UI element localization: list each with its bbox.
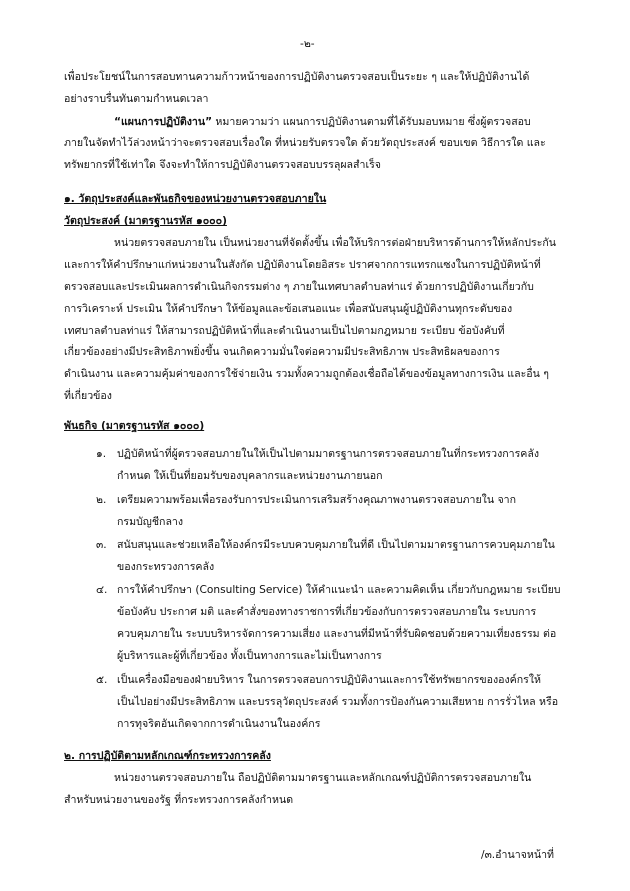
objective-line: และการให้คำปรึกษาแก่หน่วยงานในสังกัด ปฏิบัติงานโดยอิสระ ปราศจากการแทรกแซงในการปฏิบัติหน้าที่ [64,259,541,271]
definition-line-3: ทรัพยากรที่ใช้เท่าใด จึงจะทำให้การปฏิบัติงานตรวจสอบบรรลุผลสำเร็จ [64,159,381,171]
mission-item-number: ๔. [96,584,108,596]
section2-line: หน่วยงานตรวจสอบภายใน ถือปฏิบัติตามมาตรฐานและหลักเกณฑ์ปฏิบัติการตรวจสอบภายใน [114,772,532,784]
mission-item-line: การทุจริตอันเกิดจากการดำเนินงานในองค์กร [117,718,321,730]
mission-item-line: การให้คำปรึกษา (Consulting Service) ให้คำแนะนำ และความคิดเห็น เกี่ยวกับกฎหมาย ระเบียบ [117,584,561,596]
mission-item-line: กรมบัญชีกลาง [117,516,184,528]
definition-line-2: ภายในจัดทำไว้ล่วงหน้าว่าจะตรวจสอบเรื่องใด ที่หน่วยรับตรวจใด ด้วยวัตถุประสงค์ ขอบเขต วิธีการใด และ [64,137,546,149]
mission-item-line: ควบคุมภายใน ระบบบริหารจัดการความเสี่ยง และงานที่มีหน้าที่รับผิดชอบด้วยความเที่ยงธรรม ต่อ [117,628,557,640]
mission-item-number: ๑. [96,448,107,460]
objective-heading: วัตถุประสงค์ (มาตรฐานรหัส ๑๐๐๐) [64,215,227,227]
definition-term: “แผนการปฏิบัติงาน” [114,116,213,128]
objective-line: ดำเนินงาน และความคุ้มค่าของการใช้จ่ายเงิน รวมทั้งความถูกต้องเชื่อถือได้ของข้อมูลทางการเงิน และอื่น ๆ [64,368,549,380]
objective-line: ตรวจสอบและประเมินผลการดำเนินกิจกรรมต่าง ๆ ภายในเทศบาลตำบลท่าแร่ ด้วยการปฏิบัติงานเกี่ยวกับ [64,281,534,293]
mission-item-line: ของกระทรวงการคลัง [117,561,215,573]
objective-line: การวิเคราะห์ ประเมิน ให้คำปรึกษา ให้ข้อมูลและข้อเสนอแนะ เพื่อสนับสนุนผู้ปฏิบัติงานทุกระดับของ [64,303,513,315]
mission-item-line: ผู้บริหารและผู้ที่เกี่ยวข้อง ทั้งเป็นทางการและไม่เป็นทางการ [117,650,382,662]
section2-line: สำหรับหน่วยงานของรัฐ ที่กระทรวงการคลังกำหนด [64,794,294,806]
mission-item-number: ๕. [96,674,108,686]
continuation-marker: /๓.อำนาจหน้าที่ [481,849,555,861]
mission-heading: พันธกิจ (มาตรฐานรหัส ๑๐๐๐) [64,420,205,432]
definition-line-1 [114,115,531,129]
mission-item-line: สนับสนุนและช่วยเหลือให้องค์กรมีระบบควบคุมภายในที่ดี เป็นไปตามมาตรฐานการควบคุมภายใน [117,539,555,551]
page-number: -๒- [300,38,315,50]
mission-item-line: เป็นไปอย่างมีประสิทธิภาพ และบรรลุวัตถุประสงค์ รวมทั้งการป้องกันความเสียหาย การรั่วไหล หรือ [117,696,559,708]
objective-line: ที่เกี่ยวข้อง [64,390,112,402]
objective-line: เกี่ยวข้องอย่างมีประสิทธิภาพยิ่งขึ้น จนเกิดความมั่นใจต่อความมีประสิทธิภาพ ประสิทธิผลของการ [64,346,500,358]
mission-item-line: กำหนด ให้เป็นที่ยอมรับของบุคลากรและหน่วยงานภายนอก [117,470,383,482]
section1-heading: ๑. วัตถุประสงค์และพันธกิจของหน่วยงานตรวจสอบภายใน [64,193,327,205]
mission-item-line: เป็นเครื่องมือของฝ่ายบริหาร ในการตรวจสอบการปฏิบัติงานและการใช้ทรัพยากรขององค์กรให้ [117,674,542,686]
intro-line-1: เพื่อประโยชน์ในการสอบทานความก้าวหน้าของการปฏิบัติงานตรวจสอบเป็นระยะ ๆ และให้ปฏิบัติงานได้ [64,71,530,83]
mission-item-line: เตรียมความพร้อมเพื่อรองรับการประเมินการเสริมสร้างคุณภาพงานตรวจสอบภายใน จาก [117,494,517,506]
objective-line: หน่วยตรวจสอบภายใน เป็นหน่วยงานที่จัดตั้งขึ้น เพื่อให้บริการต่อฝ่ายบริหารด้านการให้หลักประกัน [114,237,557,249]
definition-text: หมายความว่า แผนการปฏิบัติงานตามที่ได้รับมอบหมาย ซึ่งผู้ตรวจสอบ [212,116,531,128]
section2-heading: ๒. การปฏิบัติตามหลักเกณฑ์กระทรวงการคลัง [64,750,271,762]
intro-line-2: อย่างราบรื่นทันตามกำหนดเวลา [64,93,209,105]
mission-item-line: ปฏิบัติหน้าที่ผู้ตรวจสอบภายในให้เป็นไปตามมาตรฐานการตรวจสอบภายในที่กระทรวงการคลัง [117,448,540,460]
mission-item-line: ข้อบังคับ ประกาศ มติ และคำสั่งของทางราชการที่เกี่ยวข้องกับการตรวจสอบภายใน ระบบการ [117,606,537,618]
mission-item-number: ๒. [96,494,107,506]
mission-item-number: ๓. [96,539,107,551]
objective-line: เทศบาลตำบลท่าแร่ ให้สามารถปฏิบัติหน้าที่และดำเนินงานเป็นไปตามกฎหมาย ระเบียบ ข้อบังคับที่ [64,325,505,337]
